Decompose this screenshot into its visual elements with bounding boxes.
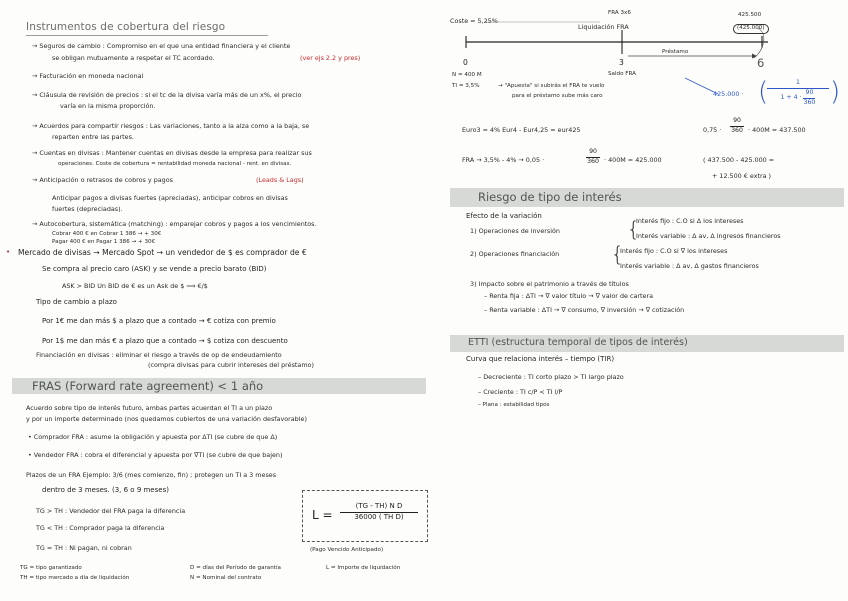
inversion-variable: Interés variable : Δ av, Δ ingresos financieros: [636, 232, 781, 240]
timeline-label-0: 0: [463, 58, 468, 67]
fra-tag: FRA 3x6: [608, 10, 631, 16]
plana-line: – Plana : estabilidad tipos: [478, 402, 550, 408]
inv-brace: {: [627, 217, 640, 241]
apuesta-line2: para el préstamo sube más caro: [512, 93, 603, 99]
op-financiacion-label: 2) Operaciones financiación: [470, 250, 560, 258]
formula-denominator: 36000 ( TH D): [354, 512, 404, 521]
anticipacion-line: → Anticipación o retrasos de cobros y pagos: [32, 176, 173, 184]
discount-den-prefix: 1 + 4 ·: [780, 94, 802, 101]
facturacion-line: → Facturación en moneda nacional: [32, 72, 144, 80]
riesgo-title: Riesgo de tipo de interés: [478, 190, 622, 204]
discount-numerator: 1: [796, 79, 800, 86]
section-title-instrumentos: Instrumentos de cobertura del riesgo: [26, 21, 226, 33]
anticipar-line2: fuertes (depreciadas).: [52, 205, 123, 213]
renta-fija-line: – Renta fija : ΔTI → ∇ valor título → ∇ valor de cartera: [484, 292, 654, 300]
mercado-line: Mercado de divisas → Mercado Spot → un vendedor de $ es comprador de €: [18, 248, 307, 257]
amount-top: 425.500: [738, 12, 762, 18]
prestamo-label: Préstamo: [662, 49, 689, 55]
anticipar-line1: Anticipar pagos a divisas fuertes (apreciadas), anticipar cobros en divisas: [52, 194, 288, 202]
financiacion-line1: Financiación en divisas : eliminar el riesgo a través de op de endeudamiento: [36, 351, 282, 359]
descuento-line: Por 1$ me dan más € a plazo que a contado → $ cotiza con descuento: [42, 337, 288, 345]
etti-title: ETTI (estructura temporal de tipos de interés): [468, 337, 688, 348]
financiacion-line2: (compra divisas para cubrir intereses del préstamo): [148, 361, 314, 369]
amount-blue: 425.000 ·: [713, 90, 744, 98]
calc1-num: 90: [733, 117, 741, 124]
tg-eq-th-line: TG = TH : Ni pagan, ni cobran: [36, 544, 132, 552]
legend-n: N = Nominal del contrato: [190, 575, 262, 581]
calc1-result: · 400M = 437.500: [748, 126, 806, 134]
fra-rate-line: FRA → 3,5% - 4% → 0,05 ·: [462, 156, 545, 164]
saldo-fra-label: Saldo FRA: [608, 71, 636, 77]
paren-close: ): [830, 77, 841, 107]
discount-inner-fraction: [803, 90, 815, 106]
legend-th: TH = tipo mercado a día de liquidación: [20, 575, 130, 581]
calc1-prefix: 0,75 ·: [703, 126, 722, 134]
renta-variable-line: – Renta variable : ΔTI → ∇ consumo, ∇ inversión → ∇ cotización: [484, 306, 685, 314]
vendedor-fra-line: • Vendedor FRA : cobra el diferencial y apuesta por ∇TI (se cubre de que bajen): [28, 451, 283, 459]
calc1-fraction: [730, 118, 744, 134]
seguros-line1: → Seguros de cambio : Compromiso en el que una entidad financiera y el cliente: [32, 42, 291, 50]
coste-label: Coste = 5,25%: [450, 17, 498, 25]
seguros-red-note: (ver ejs 2.2 y pres): [300, 54, 361, 62]
fras-title: FRAS (Forward rate agreement) < 1 año: [32, 379, 264, 393]
discount-bar: [767, 88, 829, 89]
calc2-den: 360: [587, 158, 599, 165]
plazos-line1: Plazos de un FRA Ejemplo: 3/6 (mes comienzo, fin) ; protegen un TI a 3 meses: [26, 471, 277, 479]
efecto-heading: Efecto de la variación: [466, 212, 542, 220]
autocobertura-pagar: Pagar 400 € en Pagar 1 386 → + 30€: [52, 239, 156, 245]
discount-denominator: [781, 90, 816, 106]
acuerdos-line2: reparten entre las partes.: [52, 133, 134, 141]
cuentas-line1: → Cuentas en divisas : Mantener cuentas en divisas desde la empresa para realizar sus: [32, 149, 312, 157]
leads-lags-tag: (Leads & Lags): [256, 176, 304, 184]
liquidacion-label: Liquidación FRA: [578, 23, 629, 31]
premio-line: Por 1€ me dan más $ a plazo que a contado → € cotiza con premio: [42, 317, 276, 325]
legend-d: D = días del Período de garantía: [190, 565, 281, 571]
mercado-line2: Se compra al precio caro (ASK) y se vende a precio barato (BID): [42, 265, 267, 273]
acuerdos-line1: → Acuerdos para compartir riesgos : Las variaciones, tanto a la alza como a la baja, se: [32, 122, 310, 130]
calc2-fraction: [586, 149, 600, 165]
creciente-line: – Creciente : TI c/P < TI l/P: [478, 388, 563, 396]
clausula-line1: → Cláusula de revisión de precios : si el tc de la divisa varía más de un x%, el precio: [32, 91, 302, 99]
financiacion-variable: Interés variable : Δ av, Δ gastos financieros: [620, 262, 759, 270]
op-inversion-label: 1) Operaciones de inversión: [470, 227, 560, 235]
timeline-label-6: 6: [757, 56, 765, 70]
ask-bid-line: ASK > BID Un BID de € es un Ask de $ ⟹ €/$: [62, 282, 208, 290]
legend-tg: TG = tipo garantizado: [20, 565, 82, 571]
tg-gt-th-line: TG > TH : Vendedor del FRA paga la diferencia: [36, 507, 186, 515]
formula-l: L =: [312, 508, 333, 522]
tipo-plazo-heading: Tipo de cambio a plazo: [36, 298, 117, 306]
acuerdo-line2: y por un importe determinado (nos quedamos cubiertos de una variación desfavorable): [26, 415, 307, 423]
legend-l: L = Importe de liquidación: [326, 565, 401, 571]
inner-num: 90: [805, 89, 814, 96]
autocobertura-cobrar: Cobrar 400 € en Cobrar 1 386 → + 30€: [52, 231, 162, 237]
impacto-line: 3) Impacto sobre el patrimonio a través de títulos: [470, 280, 629, 288]
n-400m-label: N = 400 M: [452, 72, 482, 78]
acuerdo-line1: Acuerdo sobre tipo de interés futuro, ambas partes acuerdan el TI a un plazo: [26, 404, 273, 412]
inner-den: 360: [803, 99, 816, 106]
ti-label: TI = 3,5%: [452, 83, 480, 89]
fin-brace: {: [611, 242, 624, 266]
apuesta-line1: → "Apuesta" si subirás el FRA te vuelo: [498, 83, 605, 89]
paren-open: (: [758, 77, 769, 107]
cuentas-line2: operaciones. Coste de cobertura = rentabilidad moneda nacional - rent. en divisas.: [58, 161, 292, 167]
calc4-line: + 12.500 € extra ): [712, 172, 772, 180]
curva-line: Curva que relaciona interés – tiempo (TIR): [466, 355, 615, 363]
autocobertura-line: → Autocobertura, sistemática (matching) : emparejar cobros y pagos a los vencimientos.: [32, 220, 317, 228]
discount-fraction: [767, 80, 829, 106]
financiacion-fijo: Interés fijo : C.O si ∇ los intereses: [620, 247, 728, 255]
clausula-line2: varía en la misma proporción.: [60, 102, 156, 110]
amount-circled: (425.000): [733, 24, 769, 34]
plazos-line2: dentro de 3 meses. (3, 6 o 9 meses): [42, 486, 169, 494]
timeline-label-3: 3: [619, 58, 624, 67]
pago-vencido-note: (Pago Vencido Anticipado): [310, 547, 384, 553]
inversion-fijo: Interés fijo : C.O si Δ los intereses: [636, 217, 744, 225]
euribor-line: Euro3 = 4% Eur4 - Eur4,25 = eur425: [462, 126, 581, 134]
calc1-den: 360: [731, 127, 743, 134]
calc2-result: · 400M = 425.000: [604, 156, 662, 164]
comprador-fra-line: • Comprador FRA : asume la obligación y apuesta por ΔTI (se cubre de que Δ): [28, 433, 278, 441]
seguros-line2: se obligan mutuamente a respetar el TC acordado.: [52, 54, 215, 62]
red-marker: •: [6, 248, 11, 256]
decreciente-line: – Decreciente : TI corto plazo > TI largo plazo: [478, 373, 624, 381]
calc2-num: 90: [589, 148, 597, 155]
tg-lt-th-line: TG < TH : Comprador paga la diferencia: [36, 524, 165, 532]
formula-numerator: (TG - TH) N D: [355, 502, 403, 510]
calc3-line: ( 437.500 - 425.000 =: [703, 156, 775, 164]
